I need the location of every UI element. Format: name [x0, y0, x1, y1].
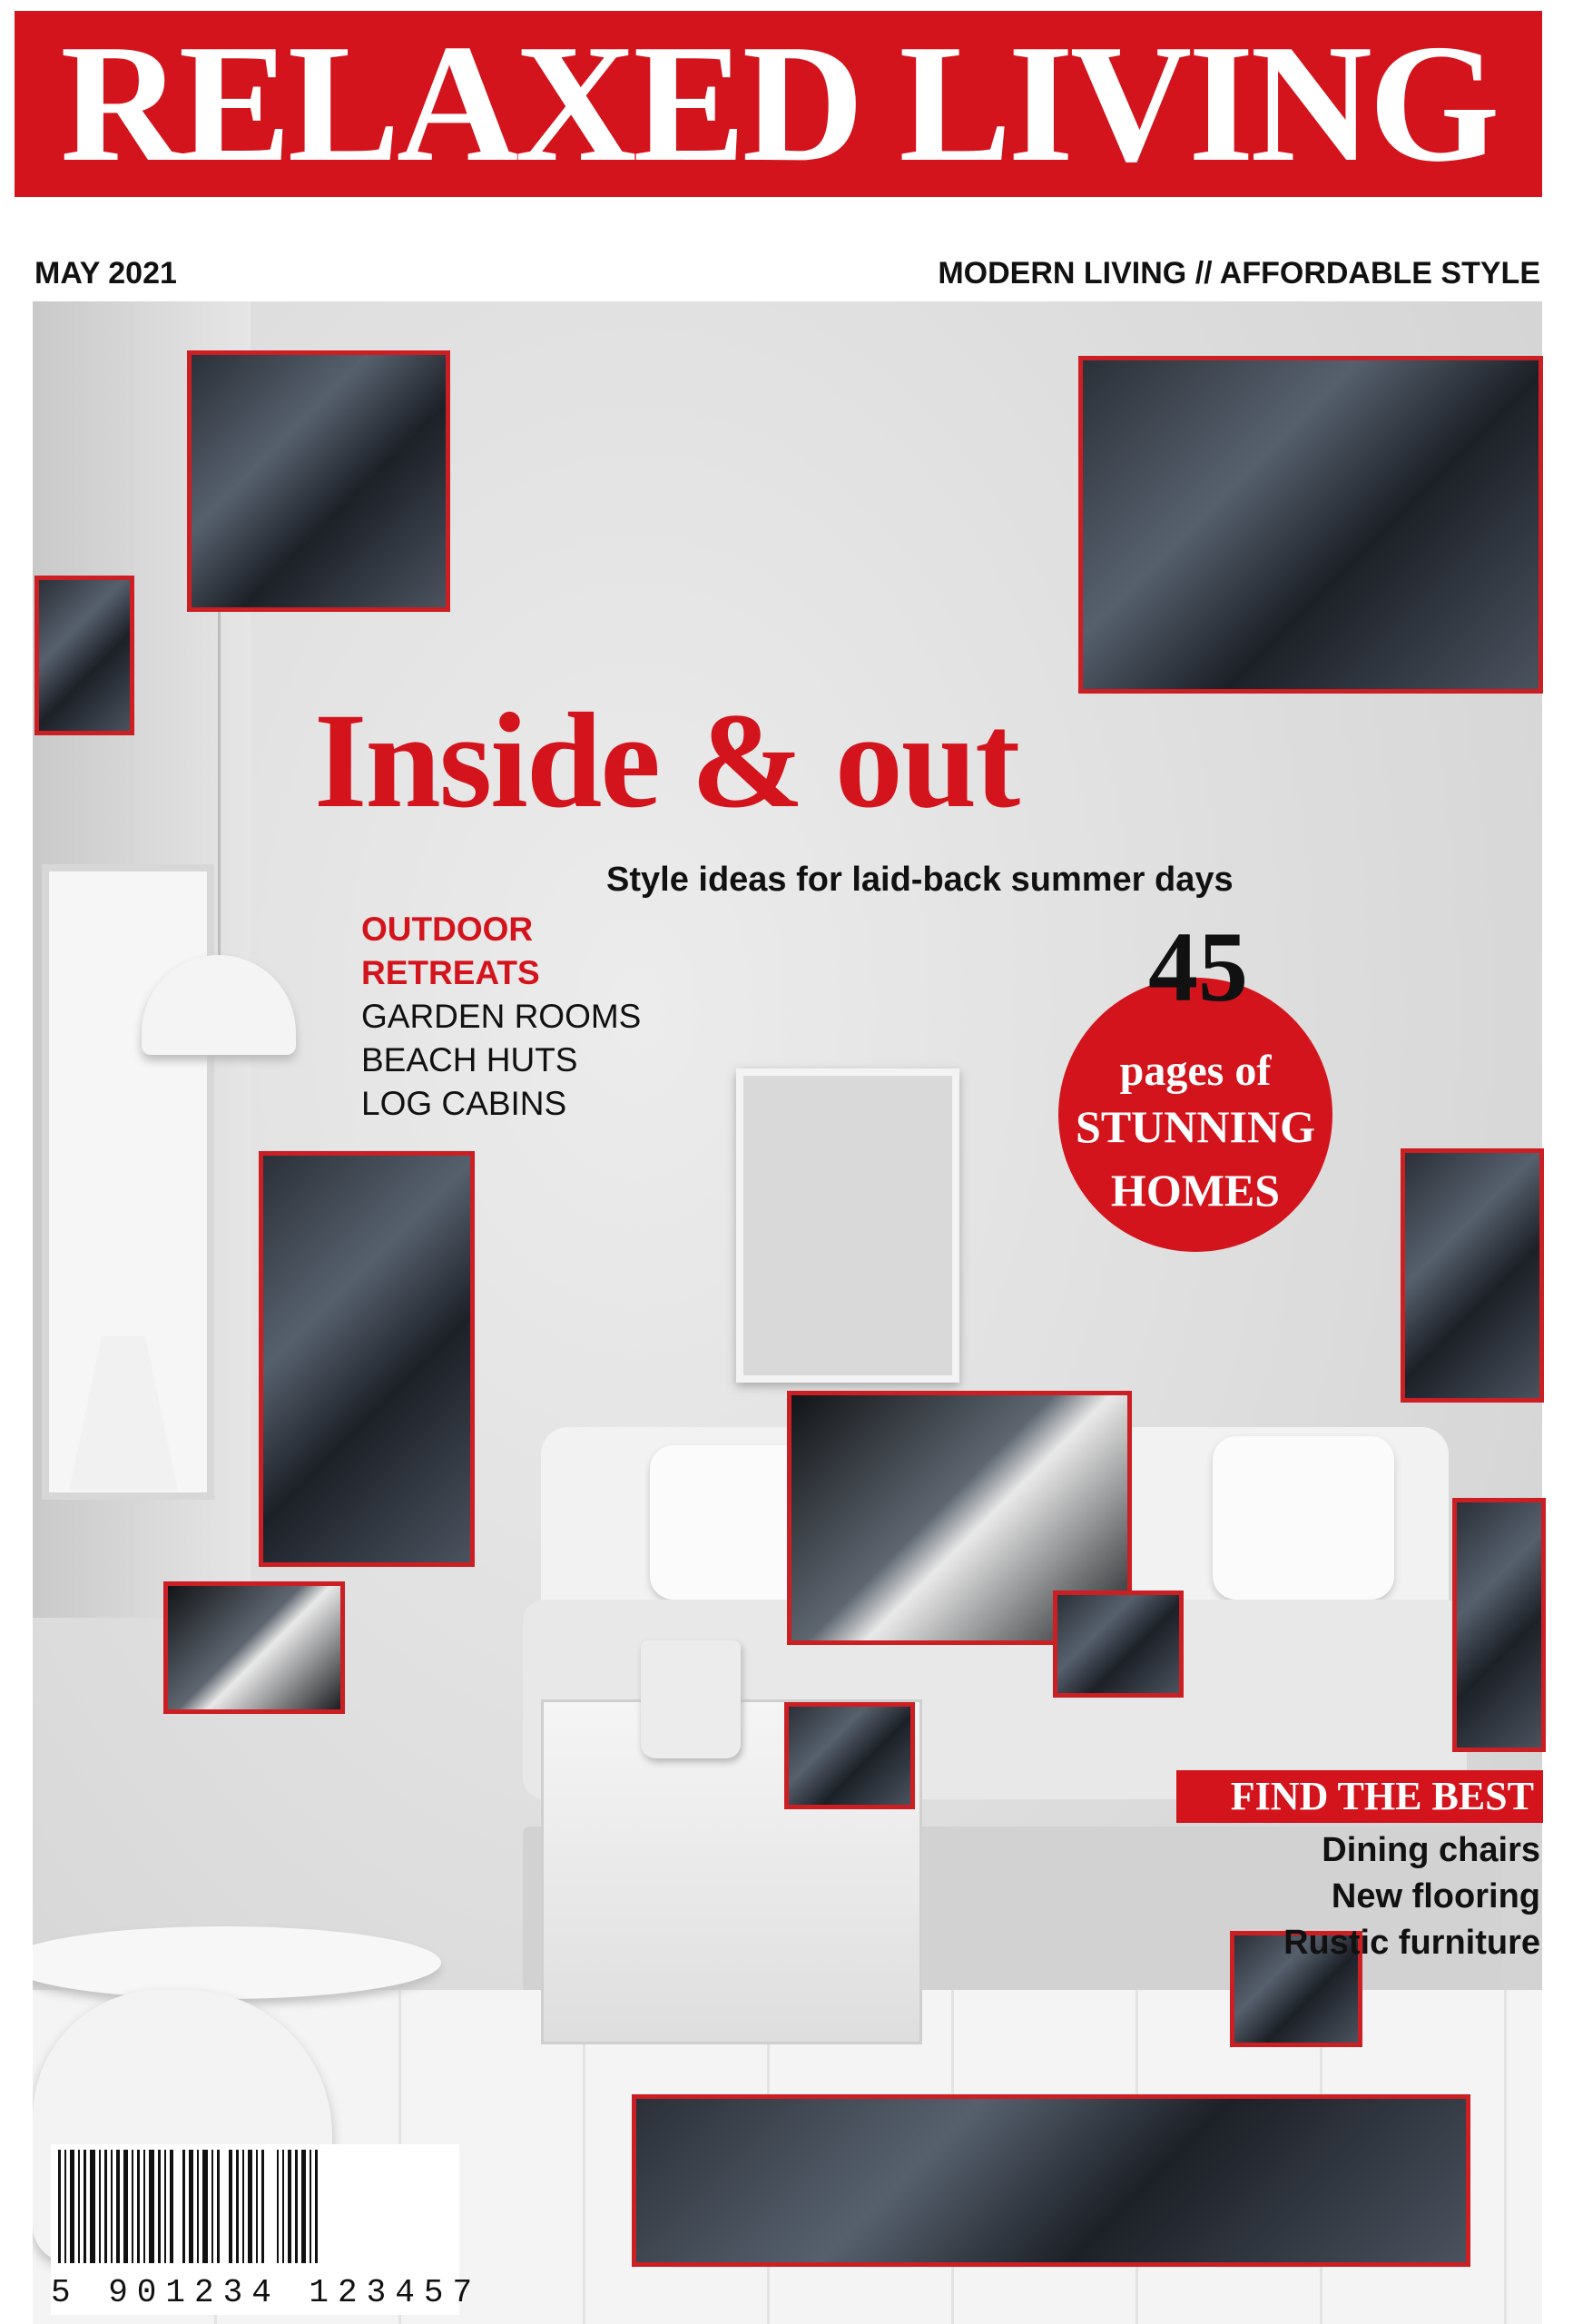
photo-tile	[1053, 1590, 1184, 1698]
barcode-stripe	[99, 2150, 101, 2263]
barcode-stripe	[158, 2150, 161, 2263]
feature-item: LOG CABINS	[361, 1085, 567, 1122]
photo-tile	[784, 1702, 915, 1809]
barcode-stripe	[123, 2150, 128, 2263]
cover-headline: Inside & out	[314, 685, 1019, 836]
barcode-stripe	[70, 2150, 74, 2263]
barcode-stripe	[116, 2150, 120, 2263]
barcode-stripe	[217, 2150, 220, 2263]
barcode-stripe	[149, 2150, 154, 2263]
photo-tile	[1452, 1498, 1546, 1752]
feature-highlight: OUTDOOR	[361, 911, 534, 948]
find-best-item: Rustic furniture	[1283, 1924, 1540, 1962]
find-best-item: Dining chairs	[1322, 1831, 1540, 1869]
masthead-title: RELAXED LIVING	[15, 11, 1542, 197]
dining-table	[33, 1926, 441, 1999]
cover-feature-list	[361, 908, 641, 1126]
photo-tile	[163, 1581, 345, 1714]
barcode-stripe	[90, 2150, 95, 2263]
pendant-lamp-cord	[218, 601, 221, 955]
find-best-item: New flooring	[1331, 1877, 1540, 1915]
feature-item: GARDEN ROOMS	[361, 998, 642, 1035]
photo-tile	[1078, 356, 1543, 694]
badge-line: HOMES	[1110, 1165, 1281, 1216]
barcode-stripe	[170, 2150, 173, 2263]
barcode-stripe	[132, 2150, 133, 2263]
barcode-stripe	[137, 2150, 140, 2263]
barcode-stripe	[84, 2150, 86, 2263]
barcode-stripe	[164, 2150, 166, 2263]
barcode-stripe	[197, 2150, 199, 2263]
barcode-stripe	[248, 2150, 252, 2263]
barcode	[51, 2144, 459, 2271]
barcode-stripe	[256, 2150, 258, 2263]
barcode-stripe	[182, 2150, 185, 2263]
barcode-stripe	[211, 2150, 213, 2263]
photo-tile	[34, 576, 134, 735]
photo-tile	[259, 1151, 475, 1567]
find-best-list	[1283, 1827, 1540, 1966]
badge-line: pages of	[1119, 1047, 1272, 1095]
barcode-stripe	[288, 2150, 291, 2263]
photo-tile	[187, 350, 450, 612]
cover-subhead: Style ideas for laid-back summer days	[606, 861, 1234, 899]
barcode-stripe	[261, 2150, 264, 2263]
barcode-stripe	[295, 2150, 298, 2263]
feature-item: BEACH HUTS	[361, 1041, 578, 1078]
cushion	[1213, 1436, 1394, 1600]
barcode-stripe	[202, 2150, 208, 2263]
find-best-title: FIND THE BEST	[1176, 1770, 1543, 1823]
barcode-stripe	[189, 2150, 193, 2263]
barcode-number: 5 901234 123457	[51, 2271, 459, 2315]
wall-art	[736, 1068, 959, 1383]
barcode-stripe	[242, 2150, 244, 2263]
barcode-stripe	[64, 2150, 66, 2263]
barcode-stripe	[277, 2150, 279, 2263]
barcode-stripe	[78, 2150, 80, 2263]
barcode-stripe	[229, 2150, 232, 2263]
issue-date: MAY 2021	[34, 256, 177, 290]
barcode-stripe	[111, 2150, 113, 2263]
barcode-stripe	[104, 2150, 107, 2263]
barcode-stripe	[58, 2150, 61, 2263]
badge-number: 45	[1148, 911, 1248, 1022]
mug	[641, 1640, 741, 1758]
cover-tagline: MODERN LIVING // AFFORDABLE STYLE	[938, 256, 1540, 290]
barcode-bars	[58, 2150, 452, 2263]
badge-line: STUNNING	[1076, 1101, 1315, 1152]
feature-highlight: RETREATS	[361, 954, 540, 991]
barcode-stripe	[310, 2150, 311, 2263]
barcode-stripe	[282, 2150, 284, 2263]
barcode-stripe	[236, 2150, 239, 2263]
barcode-stripe	[143, 2150, 145, 2263]
photo-tile	[1401, 1148, 1544, 1403]
barcode-stripe	[301, 2150, 306, 2263]
barcode-stripe	[315, 2150, 318, 2263]
photo-tile	[632, 2094, 1470, 2267]
